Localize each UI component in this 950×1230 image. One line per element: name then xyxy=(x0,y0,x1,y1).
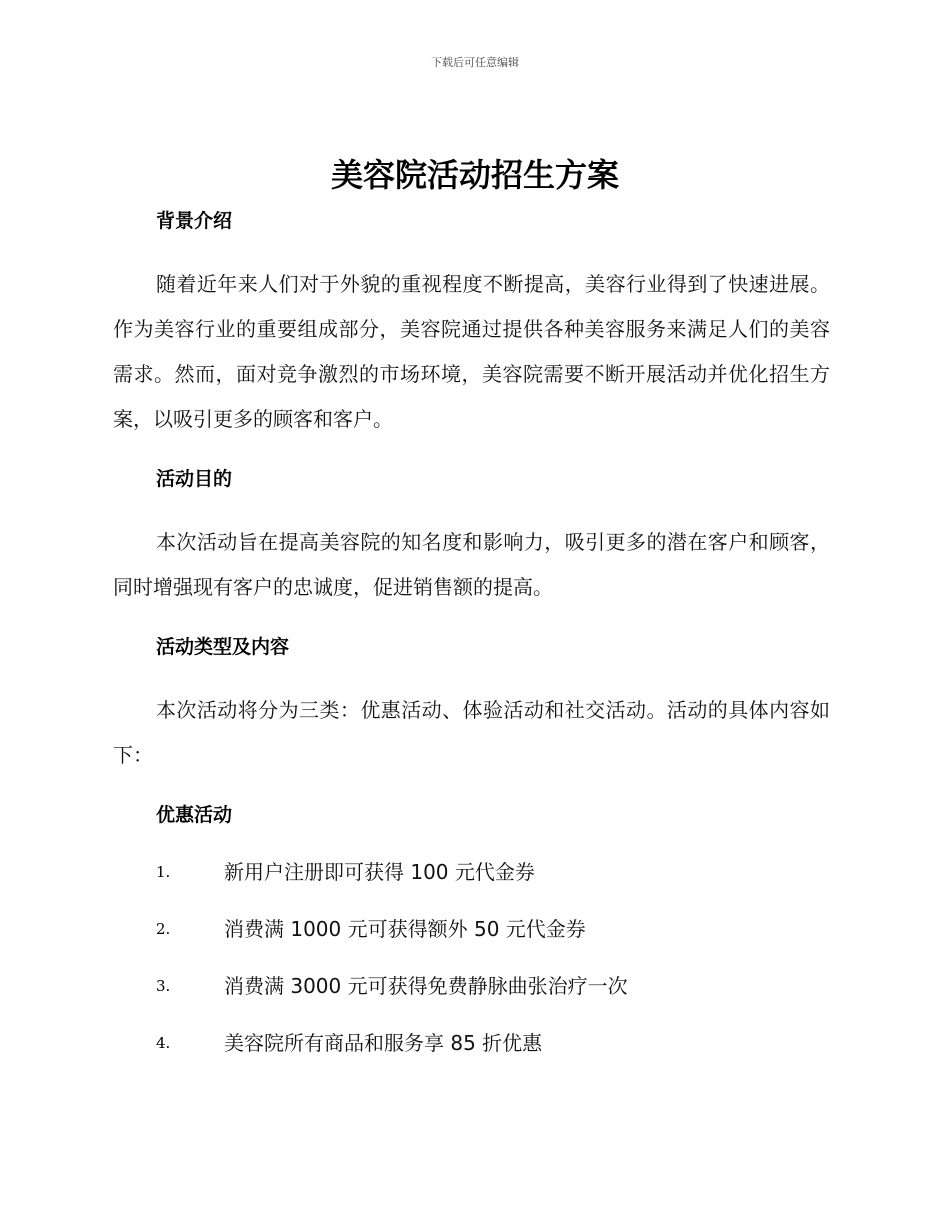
list-item-number: 3. xyxy=(156,977,171,995)
section-heading-activity-types: 活动类型及内容 xyxy=(156,636,290,658)
list-item-text: 消费满 1000 元可获得额外 50 元代金券 xyxy=(224,917,586,941)
list-item xyxy=(113,971,830,1028)
page-title: 美容院活动招生方案 xyxy=(330,156,619,194)
section-heading-discounts: 优惠活动 xyxy=(156,804,233,826)
discount-list xyxy=(113,857,830,1085)
list-item-text: 新用户注册即可获得 100 元代金券 xyxy=(224,860,535,884)
list-item-text: 消费满 3000 元可获得免费静脉曲张治疗一次 xyxy=(224,974,628,998)
list-item-number: 2. xyxy=(156,920,171,938)
section-paragraph-activity-types: 本次活动将分为三类：优惠活动、体验活动和社交活动。活动的具体内容如下： xyxy=(113,698,830,767)
list-item xyxy=(113,914,830,971)
section-heading-purpose: 活动目的 xyxy=(156,468,233,490)
list-item xyxy=(113,1028,830,1085)
section-paragraph-purpose: 本次活动旨在提高美容院的知名度和影响力，吸引更多的潜在客户和顾客，同时增强现有客户的忠诚度，促进销售额的提高。 xyxy=(113,530,830,599)
header-note: 下载后可任意编辑 xyxy=(431,56,519,69)
list-item-number: 1. xyxy=(156,863,171,881)
section-paragraph-background: 随着近年来人们对于外貌的重视程度不断提高，美容行业得到了快速进展。作为美容行业的重要组成部分，美容院通过提供各种美容服务来满足人们的美容需求。然而，面对竞争激烈的市场环境，美容院需要不断开展活动并优化招生方案，以吸引更多的顾客和客户。 xyxy=(113,272,830,431)
section-heading-background: 背景介绍 xyxy=(156,210,233,232)
list-item-text: 美容院所有商品和服务享 85 折优惠 xyxy=(224,1031,543,1055)
document-body xyxy=(113,206,830,1085)
list-item xyxy=(113,857,830,914)
list-item-number: 4. xyxy=(156,1034,171,1052)
